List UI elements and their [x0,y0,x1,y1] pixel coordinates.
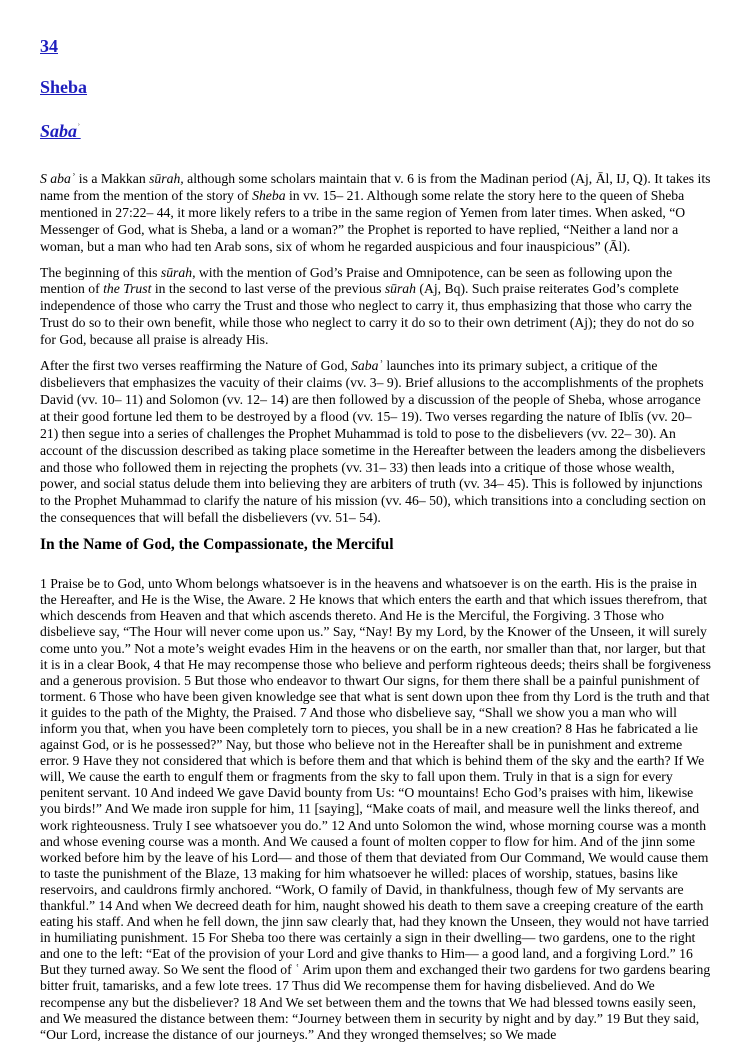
chapter-name-link[interactable]: Sheba [40,77,88,97]
intro-paragraph-origin: S abaʾ is a Makkan sūrah, although some scholars maintain that v. 6 is from the Madinan period (Aj, Āl, IJ, Q). It takes its name from the mention of the story of Sheba in vv. 15– 21. Although some relate the story here to the queen of Sheba mentioned in 27:22– 44, it more likely refers to a tribe in the same region of Yemen from later times. When asked, “O Messenger of God, what is Sheba, a land or a woman?” the Prophet is reported to have replied, “Neither a land nor a woman, but a man who had ten Arab sons, six of whom he regarded auspicious and four inauspicious” (Āl). [40,171,711,254]
intro-paragraph-context: The beginning of this sūrah, with the mention of God’s Praise and Omnipotence, can be seen as following upon the mention of the Trust in the second to last verse of the previous sūrah (Aj, Bq). Such praise reiterates God’s complete independence of those who carry the Trust and those who neglect to carry it, thus emphasizing that those who carry the Trust do so to their own benefit, while those who neglect to carry it do so to their own detriment (Aj); they do not do so for God, because all praise is already His. [40,264,695,348]
chapter-number-link[interactable]: 34 [40,36,58,56]
chapter-transliteration-row [40,118,713,143]
chapter-name-row [40,77,713,99]
chapter-transliteration-text: Saba [40,121,78,141]
translation-paragraph: 1 Praise be to God, unto Whom belongs whatsoever is in the heavens and whatsoever is on the earth. His is the praise in the Hereafter, and He is the Wise, the Aware. 2 He knows that which enters the earth and that which issues therefrom, that which descends from Heaven and that which ascends thereto. And He is the Merciful, the Forgiving. 3 Those who disbelieve say, “The Hour will never come upon us.” Say, “Nay! By my Lord, by the Knower of the Unseen, it will surely come unto you.” Not a mote’s weight evades Him in the heavens or on the earth, nor smaller than that, nor larger, but that it is in a clear Book, 4 that He may recompense those who believe and perform righteous deeds; theirs shall be forgiveness and a generous provision. 5 But those who endeavor to thwart Our signs, for them there shall be a painful punishment of torment. 6 Those who have been given knowledge see that what is sent down upon thee from thy Lord is the truth and that it guides to the path of the Mighty, the Praised. 7 And those who disbelieve say, “Shall we show you a man who will inform you that, when you have been completely torn to pieces, you shall be in a new creation? 8 Has he fabricated a lie against God, or is he possessed?” Nay, but those who believe not in the Hereafter shall be in punishment and extreme error. 9 Have they not considered that which is before them and that which is behind them of the sky and the earth? If We will, We cause the earth to engulf them or fragments from the sky to fall upon them. Truly in that is a sign for every penitent servant. 10 And indeed We gave David bounty from Us: “O mountains! Echo God’s praises with him, likewise you birds!” And We made iron supple for him, 11 [saying], “Make coats of mail, and measure well the links thereof, and work righteousness. Truly I see whatsoever you do.” 12 And unto Solomon the wind, whose morning course was a month and whose evening course was a month. And We caused a fount of molten copper to flow for him. And of the jinn some worked before him by the leave of his Lord— and those of them that deviated from Our Command, We would cause them to taste the punishment of the Blaze, 13 making for him whatsoever he willed: places of worship, statues, basins like reservoirs, and cauldrons firmly anchored. “Work, O family of David, in thankfulness, though few of My servants are thankful.” 14 And when We decreed death for him, naught showed his death to them save a creeping creature of the earth eating his staff. And when he fell down, the jinn saw clearly that, had they known the Unseen, they would not have tarried in humiliating punishment. 15 For Sheba too there was certainly a sign in their dwelling— two gardens, one to the right and one to the left: “Eat of the provision of your Lord and give thanks to Him— a good land, and a forgiving Lord.” 16 But they turned away. So We sent the flood of ʿ Arim upon them and exchanged their two gardens for two gardens bearing bitter fruit, tamarisks, and a few lote trees. 17 Thus did We recompense them for having disbelieved. And do We recompense any but the disbeliever? 18 And We set between them and the towns that We had blessed towns easily seen, and We measured the distance between them: “Journey between them in security by night and by day.” 19 But they said, “Our Lord, increase the distance of our journeys.” And they wronged themselves; so We made [40,576,712,1042]
bismillah-heading: In the Name of God, the Compassionate, the Merciful [40,536,394,554]
chapter-number-row [40,36,713,58]
hamza-mark: ʾ [77,122,81,134]
chapter-transliteration-link[interactable] [40,121,81,141]
intro-paragraph-overview: After the first two verses reaffirming the Nature of God, Sabaʾ launches into its primary subject, a critique of the disbelievers that emphasizes the vacuity of their claims (vv. 3– 9). Brief allusions to the accomplishments of the prophets David (vv. 10– 11) and Solomon (vv. 12– 14) are then followed by a discussion of the people of Sheba, whose arrogance at their good fortune led them to be destroyed by a flood (vv. 15– 19). Two verses regarding the nature of Iblīs (vv. 20– 21) then segue into a series of challenges the Prophet Muhammad is told to pose to the disbelievers (vv. 22– 30). An account of the discussion described as taking place sometime in the Hereafter between the leaders among the disbelievers and those who followed them in rejecting the prophets (vv. 31– 33) then leads into a critique of those whose wealth, power, and social status delude them into believing they are arbiters of truth (vv. 34– 45). This is followed by injunctions to the Prophet Muhammad to clarify the nature of his mission (vv. 46– 50), which transitions into a concluding section on the consequences that will befall the disbelievers (vv. 51– 54). [40,358,706,526]
